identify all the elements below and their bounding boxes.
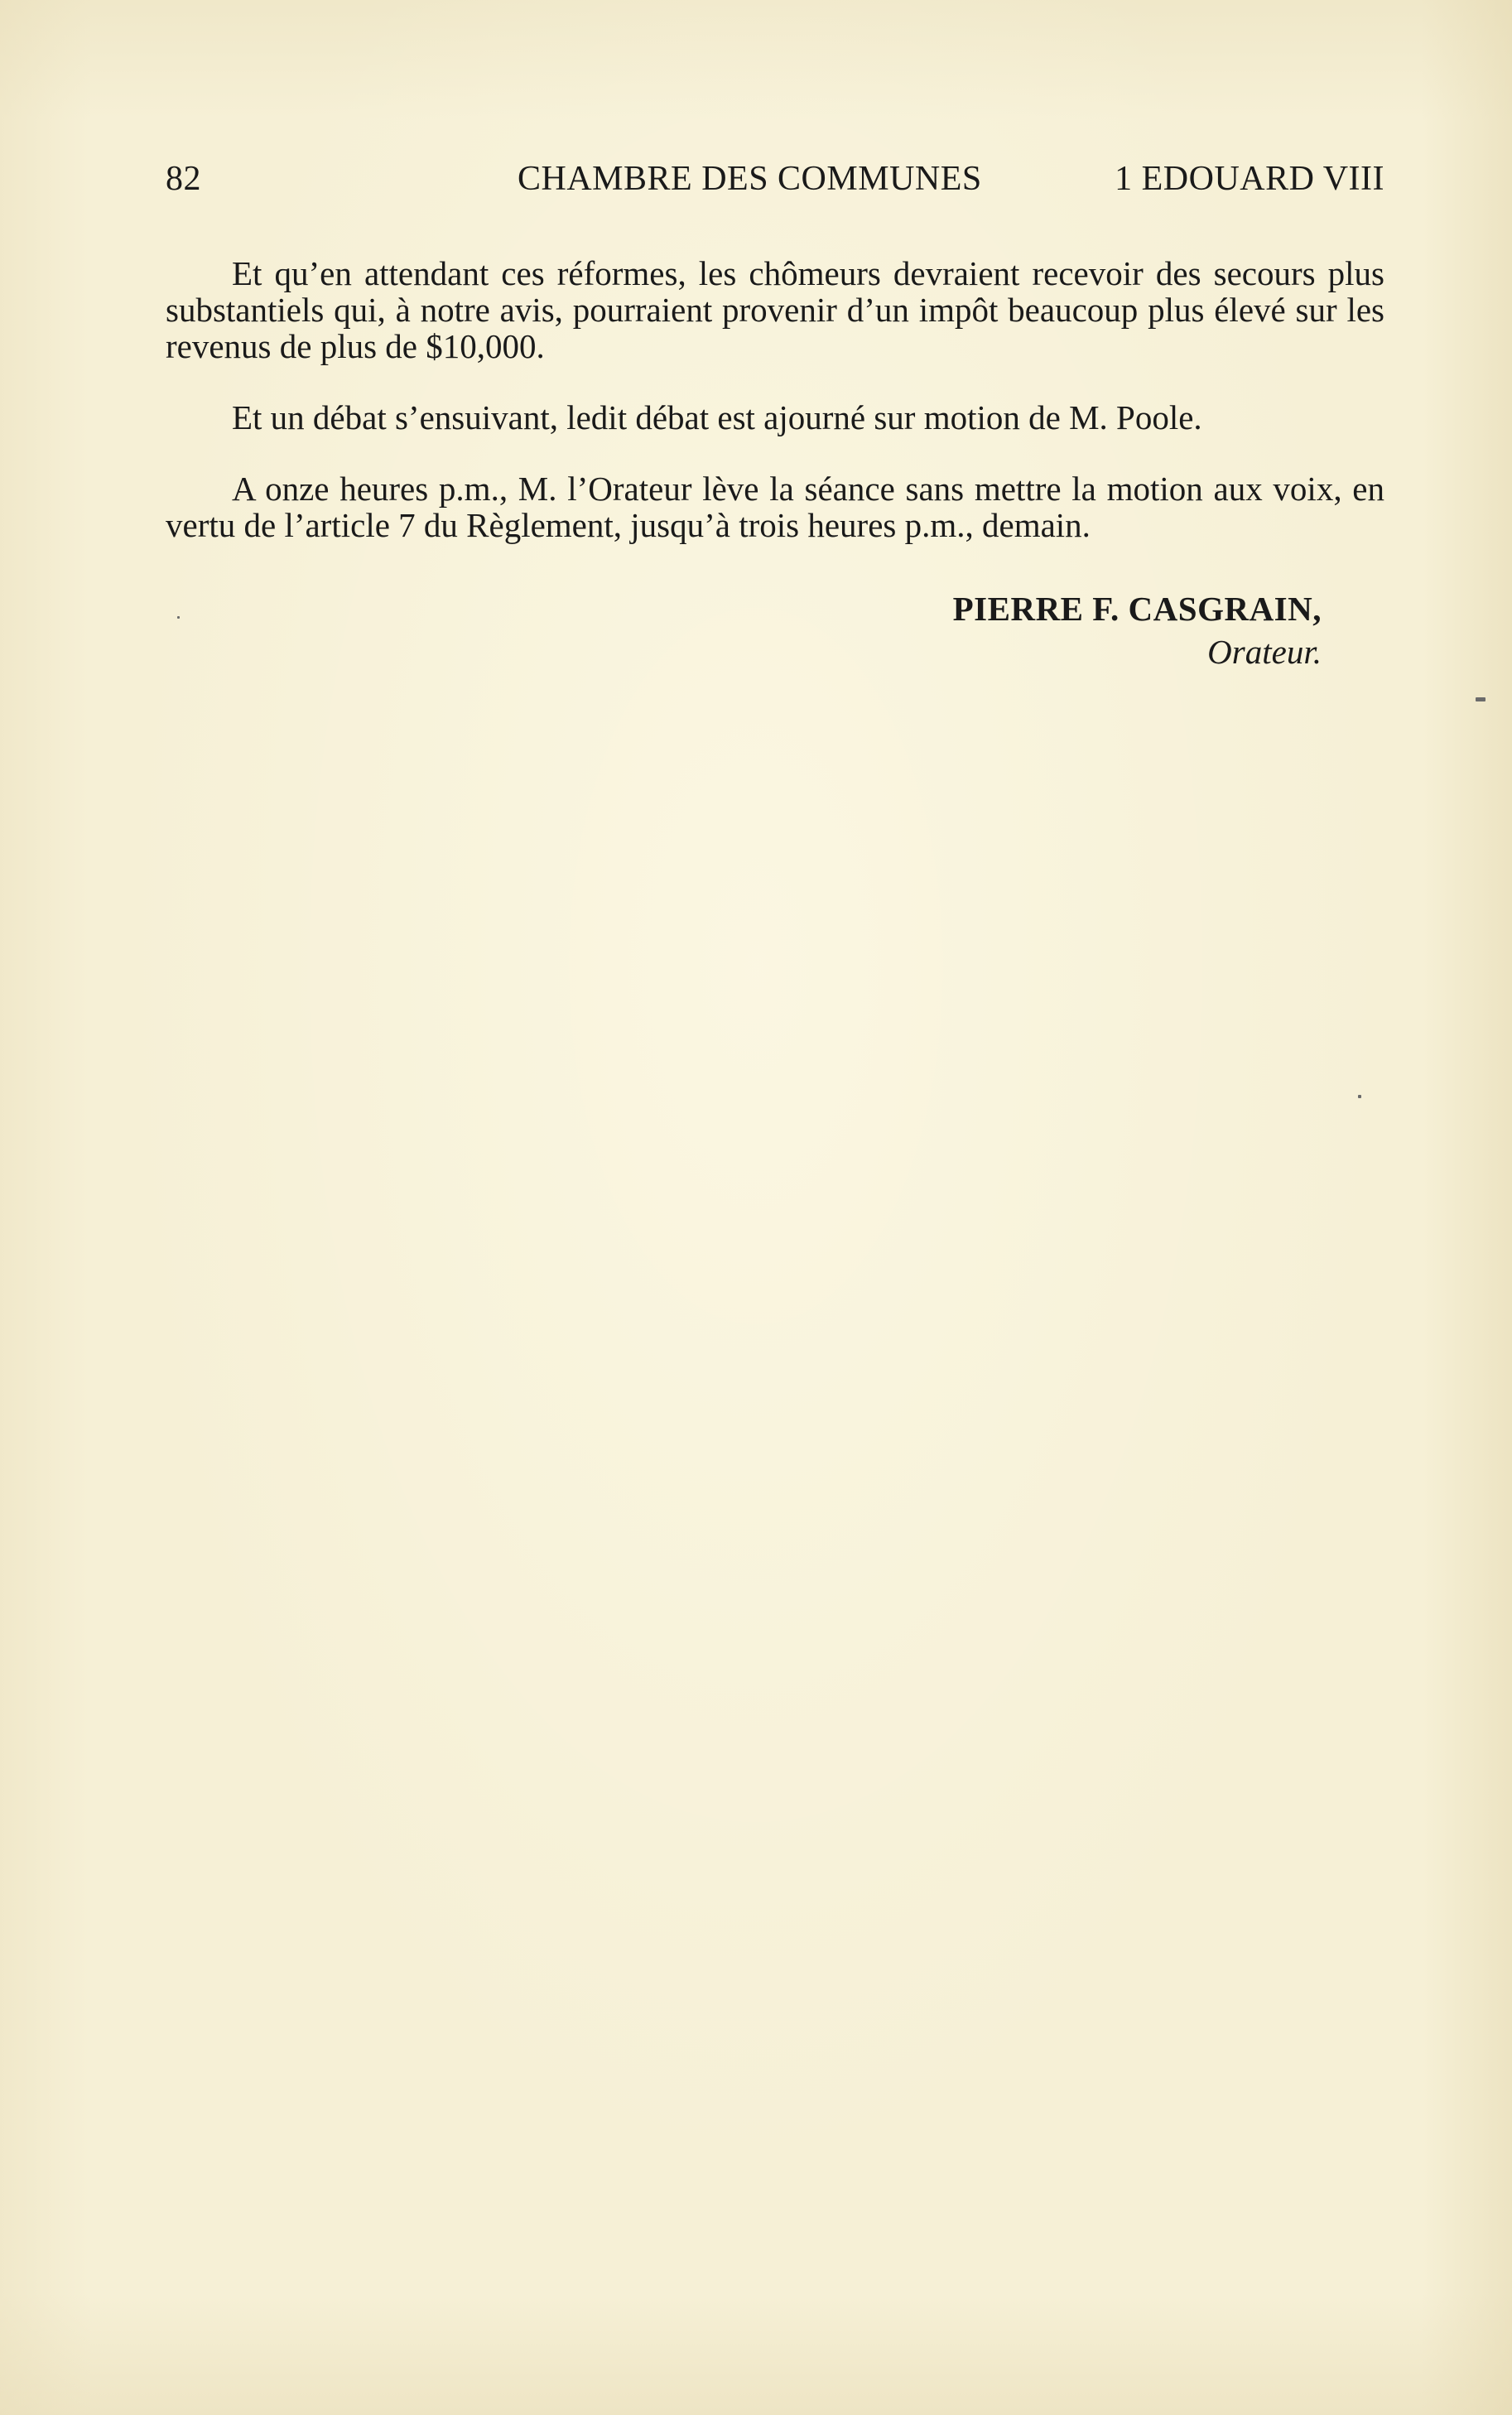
signatory-title: Orateur.	[1207, 633, 1322, 671]
scan-speck	[1476, 697, 1486, 701]
body-text	[166, 255, 1384, 543]
page-number: 82	[166, 160, 201, 198]
signature-block	[166, 588, 1322, 672]
paragraph-sitting-adjourned: A onze heures p.m., M. l’Orateur lève la séance sans mettre la motion aux voix, en vertu de l’article 7 du Règlement, jusqu’à trois heures p.m., demain.	[166, 470, 1384, 544]
scan-speck	[1358, 1095, 1361, 1098]
paragraph-debate-adjourned: Et un débat s’ensuivant, ledit débat est ajourné sur motion de M. Poole.	[232, 398, 1202, 436]
running-reign: 1 EDOUARD VIII	[1115, 160, 1384, 198]
running-title: CHAMBRE DES COMMUNES	[518, 160, 982, 198]
paragraph-relief: Et qu’en attendant ces réformes, les chômeurs devraient recevoir des secours plus substantiels qui, à notre avis, pourraient provenir d’un impôt beaucoup plus élevé sur les revenus de plus de $10,000.	[166, 254, 1384, 365]
scan-speck	[177, 616, 180, 619]
signatory-name: PIERRE F. CASGRAIN,	[952, 590, 1322, 628]
running-header	[166, 159, 1384, 205]
